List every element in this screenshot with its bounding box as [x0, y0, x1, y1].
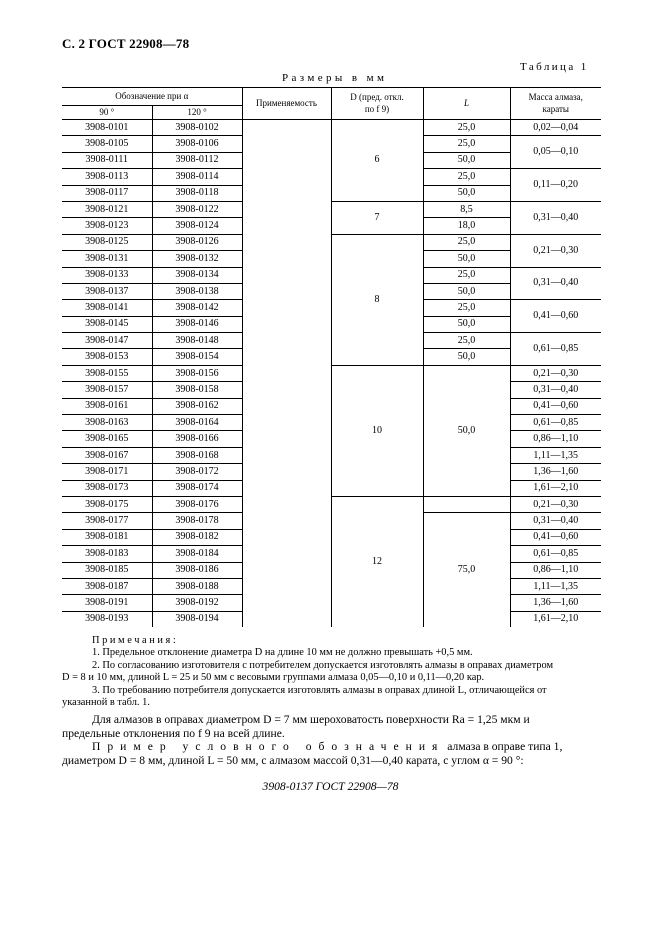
designation-90-cell: 3908-0181: [62, 529, 152, 545]
designation-120-cell: 3908-0154: [152, 349, 242, 365]
col-D-header: [331, 88, 423, 120]
data-table: [62, 87, 601, 627]
mass-cell: 0,61—0,85: [510, 546, 601, 562]
designation-120-cell: 3908-0106: [152, 136, 242, 152]
usage-cell: [242, 415, 331, 431]
length-cell: 50,0: [423, 185, 510, 201]
designation-90-cell: 3908-0105: [62, 136, 152, 152]
diameter-cell: 10: [331, 365, 423, 496]
usage-cell: [242, 611, 331, 627]
mass-cell: 0,31—0,40: [510, 382, 601, 398]
designation-90-cell: 3908-0121: [62, 201, 152, 217]
designation-90-cell: 3908-0157: [62, 382, 152, 398]
length-cell: 50,0: [423, 283, 510, 299]
col-mass-header-line1: Масса алмаза,: [528, 92, 583, 103]
paragraph-example-line1: [62, 740, 603, 754]
designation-90-cell: 3908-0187: [62, 578, 152, 594]
table-row: [62, 201, 601, 217]
mass-cell: 0,86—1,10: [510, 562, 601, 578]
col-D-header-line2: по f 9): [364, 103, 390, 114]
length-cell: 50,0: [423, 349, 510, 365]
designation-120-cell: 3908-0176: [152, 496, 242, 512]
length-cell: 25,0: [423, 169, 510, 185]
usage-cell: [242, 201, 331, 217]
usage-cell: [242, 562, 331, 578]
mass-cell: 0,31—0,40: [510, 201, 601, 234]
usage-cell: [242, 316, 331, 332]
designation-90-cell: 3908-0123: [62, 218, 152, 234]
mass-cell: 0,02—0,04: [510, 120, 601, 136]
length-cell: 50,0: [423, 152, 510, 168]
designation-120-cell: 3908-0158: [152, 382, 242, 398]
sizes-label: Размеры в мм: [282, 72, 388, 84]
example-designation: 3908-0137 ГОСТ 22908—78: [262, 780, 399, 793]
designation-120-cell: 3908-0122: [152, 201, 242, 217]
designation-90-cell: 3908-0175: [62, 496, 152, 512]
table-row: [62, 365, 601, 381]
diameter-cell: 7: [331, 201, 423, 234]
designation-120-cell: 3908-0156: [152, 365, 242, 381]
mass-cell: 1,61—2,10: [510, 480, 601, 496]
table-row: [62, 120, 601, 136]
designation-90-cell: 3908-0145: [62, 316, 152, 332]
notes: [62, 635, 612, 709]
designation-90-cell: 3908-0185: [62, 562, 152, 578]
designation-90-cell: 3908-0191: [62, 595, 152, 611]
designation-120-cell: 3908-0132: [152, 251, 242, 267]
table-label: Таблица 1: [520, 61, 589, 73]
length-cell: 50,0: [423, 316, 510, 332]
designation-120-cell: 3908-0172: [152, 464, 242, 480]
mass-cell: 0,41—0,60: [510, 300, 601, 333]
paragraph-example: [62, 740, 603, 768]
usage-cell: [242, 480, 331, 496]
mass-cell: 1,36—1,60: [510, 464, 601, 480]
length-cell: 25,0: [423, 300, 510, 316]
designation-120-cell: 3908-0178: [152, 513, 242, 529]
usage-cell: [242, 218, 331, 234]
length-cell: 25,0: [423, 120, 510, 136]
designation-90-cell: 3908-0171: [62, 464, 152, 480]
designation-120-cell: 3908-0164: [152, 415, 242, 431]
mass-cell: 1,11—1,35: [510, 447, 601, 463]
mass-cell: 0,86—1,10: [510, 431, 601, 447]
usage-cell: [242, 267, 331, 283]
usage-cell: [242, 546, 331, 562]
designation-120-cell: 3908-0114: [152, 169, 242, 185]
col-120-header: 120 °: [152, 106, 242, 120]
designation-90-cell: 3908-0131: [62, 251, 152, 267]
designation-90-cell: 3908-0133: [62, 267, 152, 283]
note-1: 1. Предельное отклонение диаметра D на длине 10 мм не должно превышать +0,5 мм.: [92, 647, 473, 659]
mass-cell: 1,11—1,35: [510, 578, 601, 594]
example-rest: алмаза в оправе типа 1,: [444, 740, 563, 753]
designation-90-cell: 3908-0147: [62, 333, 152, 349]
usage-cell: [242, 349, 331, 365]
usage-cell: [242, 251, 331, 267]
col-usage-header: Применяемость: [242, 88, 331, 120]
designation-90-cell: 3908-0173: [62, 480, 152, 496]
length-cell: 8,5: [423, 201, 510, 217]
designation-120-cell: 3908-0118: [152, 185, 242, 201]
usage-cell: [242, 283, 331, 299]
designation-120-cell: 3908-0124: [152, 218, 242, 234]
diameter-cell: 8: [331, 234, 423, 365]
designation-120-cell: 3908-0126: [152, 234, 242, 250]
mass-cell: 0,11—0,20: [510, 169, 601, 202]
usage-cell: [242, 136, 331, 152]
usage-cell: [242, 234, 331, 250]
usage-cell: [242, 513, 331, 529]
notes-title: Примечания:: [92, 635, 179, 646]
length-cell: 75,0: [423, 513, 510, 627]
usage-cell: [242, 365, 331, 381]
length-cell: 25,0: [423, 333, 510, 349]
designation-120-cell: 3908-0192: [152, 595, 242, 611]
table-row: [62, 496, 601, 512]
table-body: [62, 120, 601, 628]
length-cell: 50,0: [423, 365, 510, 496]
usage-cell: [242, 595, 331, 611]
usage-cell: [242, 447, 331, 463]
col-D-header-line1: D (пред. откл.: [350, 92, 404, 103]
paragraph-example-line2: диаметром D = 8 мм, длиной L = 50 мм, с алмазом массой 0,31—0,40 карата, с углом α = 90 °:: [62, 754, 524, 767]
designation-90-cell: 3908-0163: [62, 415, 152, 431]
diameter-cell: 6: [331, 120, 423, 202]
length-cell: 50,0: [423, 251, 510, 267]
mass-cell: 1,61—2,10: [510, 611, 601, 627]
designation-90-cell: 3908-0193: [62, 611, 152, 627]
designation-90-cell: 3908-0101: [85, 121, 129, 133]
mass-cell: 0,61—0,85: [510, 333, 601, 366]
mass-cell: 1,36—1,60: [510, 595, 601, 611]
designation-120-cell: 3908-0146: [152, 316, 242, 332]
mass-cell: 0,31—0,40: [510, 267, 601, 300]
designation-90-cell: 3908-0113: [62, 169, 152, 185]
note-3-line2: указанной в табл. 1.: [62, 697, 150, 709]
designation-120-cell: 3908-0148: [152, 333, 242, 349]
page-header: С. 2 ГОСТ 22908—78: [62, 36, 190, 51]
note-2-line2: D = 8 и 10 мм, длиной L = 25 и 50 мм с весовыми группами алмаза 0,05—0,10 и 0,11—0,20 кар.: [62, 672, 485, 684]
designation-90-cell: 3908-0153: [62, 349, 152, 365]
col-mass-header-line2: караты: [542, 103, 569, 114]
usage-cell: [242, 578, 331, 594]
length-cell: 25,0: [423, 136, 510, 152]
designation-90-cell: 3908-0167: [62, 447, 152, 463]
designation-90-cell: 3908-0117: [62, 185, 152, 201]
designation-120-cell: 3908-0182: [152, 529, 242, 545]
designation-120-cell: 3908-0142: [152, 300, 242, 316]
mass-cell: 0,41—0,60: [510, 398, 601, 414]
example-lead: Пример условного обозначения: [92, 740, 445, 753]
designation-120-cell: 3908-0138: [152, 283, 242, 299]
designation-120-cell: 3908-0174: [152, 480, 242, 496]
designation-90-cell: 3908-0177: [62, 513, 152, 529]
note-3-line1: 3. По требованию потребителя допускается изготовлять алмазы в оправах длиной L, отличающейся от: [92, 684, 547, 696]
usage-cell: [242, 431, 331, 447]
usage-cell: [242, 333, 331, 349]
mass-cell: 0,21—0,30: [510, 234, 601, 267]
col-90-header: 90 °: [62, 106, 152, 120]
length-cell: 25,0: [423, 267, 510, 283]
designation-120-cell: 3908-0162: [152, 398, 242, 414]
length-cell: [423, 496, 510, 512]
usage-cell: [242, 300, 331, 316]
paragraph-roughness-line1: Для алмазов в оправах диаметром D = 7 мм шероховатость поверхности Ra = 1,25 мкм и: [92, 713, 530, 726]
usage-cell: [242, 496, 331, 512]
designation-90-cell: 3908-0111: [62, 152, 152, 168]
mass-cell: 0,41—0,60: [510, 529, 601, 545]
note-2-line1: 2. По согласованию изготовителя с потребителем допускается изготовлять алмазы в оправах диаметром: [92, 659, 554, 671]
mass-cell: 0,21—0,30: [510, 496, 601, 512]
designation-120-cell: 3908-0186: [152, 562, 242, 578]
paragraph-roughness: [62, 713, 603, 741]
designation-90-cell: 3908-0125: [62, 234, 152, 250]
designation-90-cell: 3908-0155: [62, 365, 152, 381]
designation-120-cell: 3908-0102: [152, 120, 242, 136]
length-cell: 25,0: [423, 234, 510, 250]
designation-90-cell: 3908-0161: [62, 398, 152, 414]
designation-90-cell: 3908-0141: [62, 300, 152, 316]
designation-120-cell: 3908-0166: [152, 431, 242, 447]
designation-90-cell: 3908-0137: [62, 283, 152, 299]
col-designation-header: Обозначение при α: [62, 88, 242, 106]
usage-cell: [242, 120, 331, 136]
designation-120-cell: 3908-0134: [152, 267, 242, 283]
mass-cell: 0,61—0,85: [510, 415, 601, 431]
length-cell: 18,0: [423, 218, 510, 234]
usage-cell: [242, 398, 331, 414]
designation-90-cell: 3908-0183: [62, 546, 152, 562]
mass-cell: 0,31—0,40: [510, 513, 601, 529]
designation-120-cell: 3908-0184: [152, 546, 242, 562]
usage-cell: [242, 529, 331, 545]
col-mass-header: [510, 88, 601, 120]
designation-120-cell: 3908-0168: [152, 447, 242, 463]
usage-cell: [242, 185, 331, 201]
col-L-header: L: [423, 88, 510, 120]
usage-cell: [242, 382, 331, 398]
usage-cell: [242, 464, 331, 480]
mass-cell: 0,05—0,10: [510, 136, 601, 169]
designation-120-cell: 3908-0112: [152, 152, 242, 168]
designation-90-cell: 3908-0165: [62, 431, 152, 447]
usage-cell: [242, 169, 331, 185]
designation-120-cell: 3908-0188: [152, 578, 242, 594]
usage-cell: [242, 152, 331, 168]
designation-120-cell: 3908-0194: [152, 611, 242, 627]
diameter-cell: 12: [331, 496, 423, 627]
table-row: [62, 234, 601, 250]
paragraph-roughness-line2: предельные отклонения по f 9 на всей длине.: [62, 727, 285, 740]
mass-cell: 0,21—0,30: [510, 365, 601, 381]
